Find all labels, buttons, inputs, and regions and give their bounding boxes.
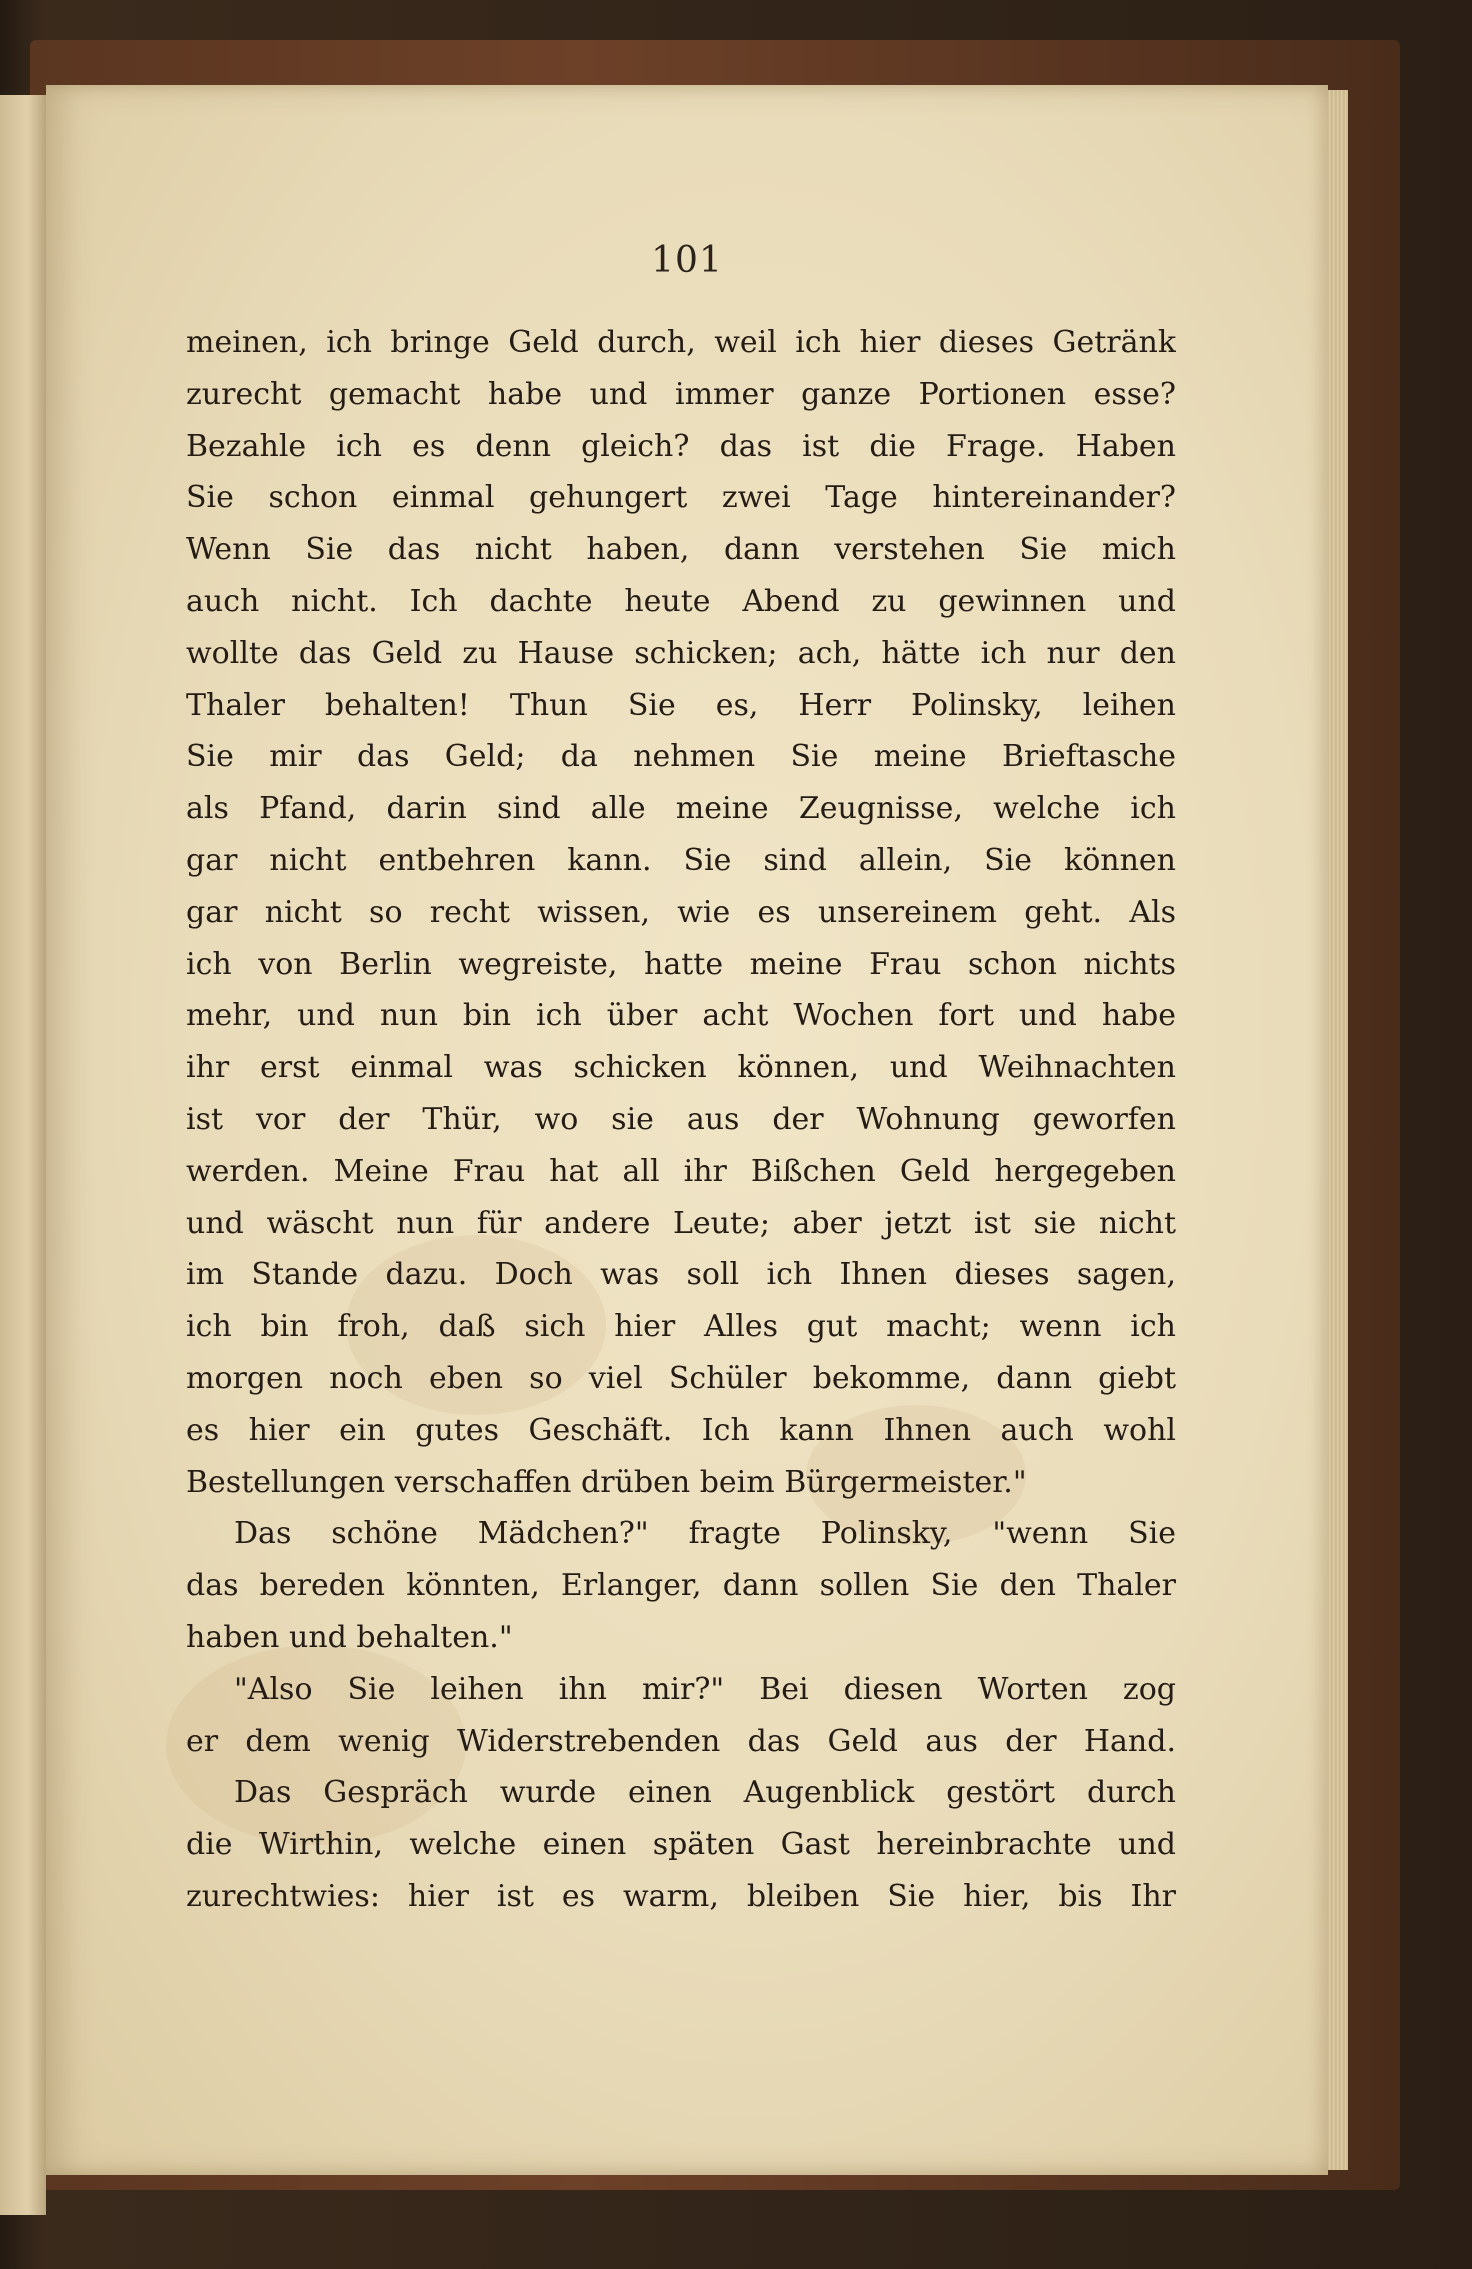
facing-page-edge xyxy=(0,95,46,2215)
text-line: gar nicht so recht wissen, wie es unsereinem geht. Als xyxy=(186,894,1176,930)
text-line: Bezahle ich es denn gleich? das ist die Frage. Haben xyxy=(186,428,1176,464)
text-line: gar nicht entbehren kann. Sie sind allein, Sie können xyxy=(186,842,1176,878)
text-line: Das Gespräch wurde einen Augenblick gestört durch xyxy=(234,1775,1176,1811)
text-line: als Pfand, darin sind alle meine Zeugnisse, welche ich xyxy=(186,791,1176,827)
text-line: Sie mir das Geld; da nehmen Sie meine Brieftasche xyxy=(186,739,1176,775)
text-line: Thaler behalten! Thun Sie es, Herr Polinsky, leihen xyxy=(186,687,1176,723)
text-line: ich bin froh, daß sich hier Alles gut macht; wenn ich xyxy=(186,1309,1176,1345)
text-line: es hier ein gutes Geschäft. Ich kann Ihnen auch wohl xyxy=(186,1412,1176,1448)
text-line: ich von Berlin wegreiste, hatte meine Frau schon nichts xyxy=(186,946,1176,982)
text-line: die Wirthin, welche einen späten Gast hereinbrachte und xyxy=(186,1827,1176,1863)
text-line: meinen, ich bringe Geld durch, weil ich hier dieses Getränk xyxy=(186,325,1176,360)
text-line: "Also Sie leihen ihn mir?" Bei diesen Worten zog xyxy=(234,1671,1176,1707)
text-line: im Stande dazu. Doch was soll ich Ihnen dieses sagen, xyxy=(186,1257,1176,1293)
page-number: 101 xyxy=(651,240,723,281)
text-line: Das schöne Mädchen?" fragte Polinsky, "wenn Sie xyxy=(234,1516,1176,1552)
book-page xyxy=(46,85,1328,2175)
text-line: morgen noch eben so viel Schüler bekomme, dann giebt xyxy=(186,1360,1176,1396)
text-line: zurechtwies: hier ist es warm, bleiben Sie hier, bis Ihr xyxy=(186,1878,1176,1914)
text-line: Bestellungen verschaffen drüben beim Bürgermeister." xyxy=(186,1464,1027,1500)
text-line: er dem wenig Widerstrebenden das Geld aus der Hand. xyxy=(186,1723,1176,1759)
text-line: Sie schon einmal gehungert zwei Tage hintereinander? xyxy=(186,480,1176,516)
text-line: zurecht gemacht habe und immer ganze Portionen esse? xyxy=(186,376,1176,412)
text-line: und wäscht nun für andere Leute; aber jetzt ist sie nicht xyxy=(186,1205,1176,1241)
text-line: wollte das Geld zu Hause schicken; ach, hätte ich nur den xyxy=(186,635,1176,671)
text-line: ist vor der Thür, wo sie aus der Wohnung geworfen xyxy=(186,1101,1176,1137)
text-line: das bereden könnten, Erlanger, dann sollen Sie den Thaler xyxy=(186,1568,1176,1604)
text-line: mehr, und nun bin ich über acht Wochen fort und habe xyxy=(186,998,1176,1034)
text-line: Wenn Sie das nicht haben, dann verstehen Sie mich xyxy=(186,532,1176,568)
text-line: werden. Meine Frau hat all ihr Bißchen Geld hergegeben xyxy=(186,1153,1176,1189)
body-text xyxy=(186,317,1176,1923)
text-line: auch nicht. Ich dachte heute Abend zu gewinnen und xyxy=(186,583,1176,619)
text-line: ihr erst einmal was schicken können, und Weihnachten xyxy=(186,1050,1176,1086)
text-line: haben und behalten." xyxy=(186,1619,513,1655)
